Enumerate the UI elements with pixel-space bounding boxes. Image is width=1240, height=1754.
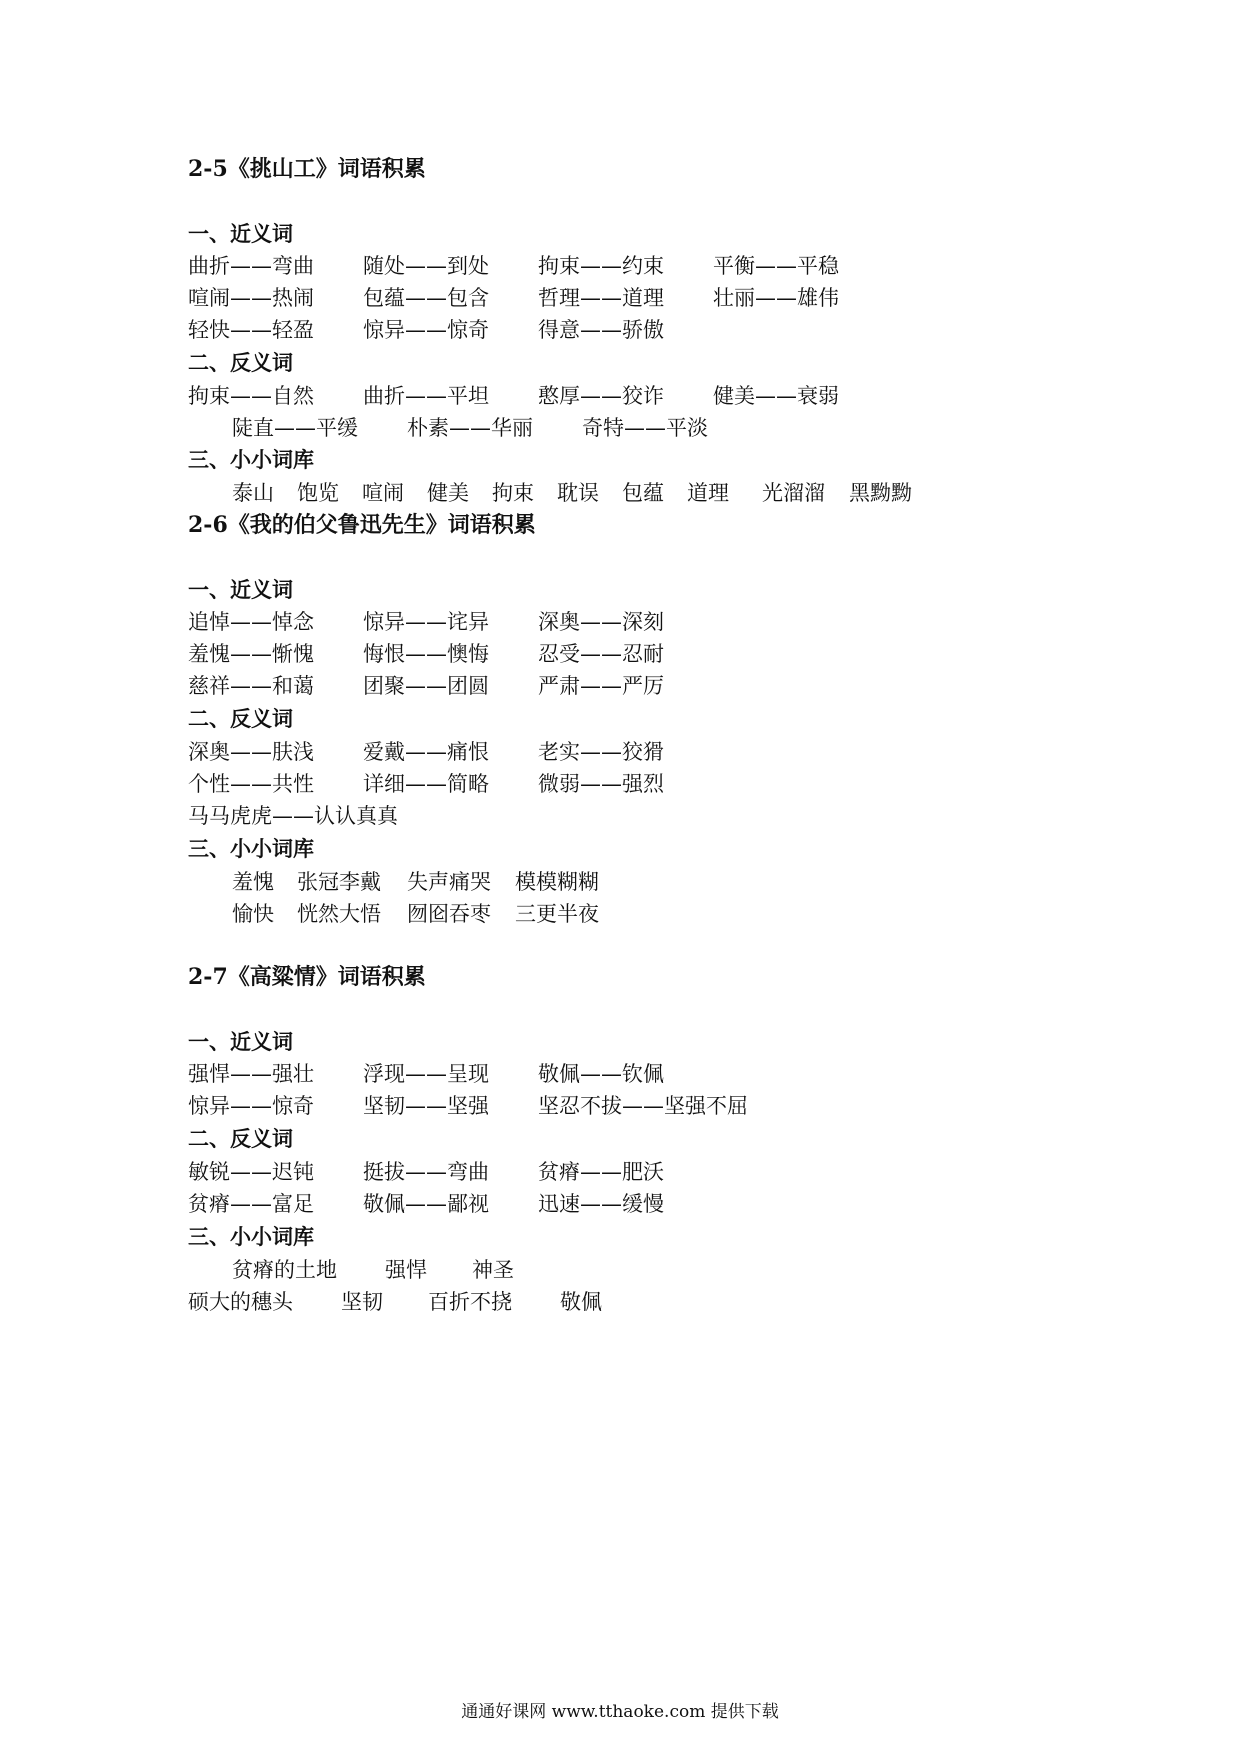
word-pair: 曲折——平坦 xyxy=(363,384,489,408)
word-pair: 追悼——悼念 xyxy=(188,610,314,634)
vocab-word: 坚韧 xyxy=(341,1290,383,1314)
vocab-word: 健美 xyxy=(427,481,469,505)
vocab-word: 光溜溜 xyxy=(762,481,825,505)
vocab-word: 强悍 xyxy=(385,1258,427,1282)
vocab-word: 敬佩 xyxy=(560,1290,602,1314)
word-pair: 朴素——华丽 xyxy=(407,416,533,440)
wordbank-heading: 三、小小词库 xyxy=(188,1225,314,1249)
word-pair: 敬佩——鄙视 xyxy=(363,1192,489,1216)
vocab-word: 耽误 xyxy=(557,481,599,505)
vocab-word: 包蕴 xyxy=(622,481,664,505)
section-title: 2-6《我的伯父鲁迅先生》词语积累 xyxy=(188,512,536,538)
antonyms-heading: 二、反义词 xyxy=(188,707,293,731)
vocab-word: 喧闹 xyxy=(362,481,404,505)
synonyms-heading: 一、近义词 xyxy=(188,222,293,246)
word-pair: 随处——到处 xyxy=(363,254,489,278)
word-pair: 健美——衰弱 xyxy=(713,384,839,408)
vocab-word: 张冠李戴 xyxy=(297,870,381,894)
word-pair: 羞愧——惭愧 xyxy=(188,642,314,666)
vocab-word: 硕大的穗头 xyxy=(188,1290,293,1314)
word-pair: 平衡——平稳 xyxy=(713,254,839,278)
wordbank-heading: 三、小小词库 xyxy=(188,448,314,472)
word-pair: 强悍——强壮 xyxy=(188,1062,314,1086)
vocab-word: 愉快 xyxy=(232,902,274,926)
word-pair: 微弱——强烈 xyxy=(538,772,664,796)
word-pair: 老实——狡猾 xyxy=(538,740,664,764)
word-pair: 惊异——诧异 xyxy=(363,610,489,634)
word-pair: 惊异——惊奇 xyxy=(363,318,489,342)
word-pair: 陡直——平缓 xyxy=(232,416,358,440)
vocab-word: 神圣 xyxy=(472,1258,514,1282)
word-pair: 憨厚——狡诈 xyxy=(538,384,664,408)
word-pair: 马马虎虎——认认真真 xyxy=(188,804,398,828)
synonyms-heading: 一、近义词 xyxy=(188,578,293,602)
word-pair: 拘束——自然 xyxy=(188,384,314,408)
word-pair: 壮丽——雄伟 xyxy=(713,286,839,310)
word-pair: 轻快——轻盈 xyxy=(188,318,314,342)
word-pair: 浮现——呈现 xyxy=(363,1062,489,1086)
vocab-word: 拘束 xyxy=(492,481,534,505)
word-pair: 严肃——严厉 xyxy=(538,674,664,698)
word-pair: 悔恨——懊悔 xyxy=(363,642,489,666)
word-pair: 喧闹——热闹 xyxy=(188,286,314,310)
word-pair: 奇特——平淡 xyxy=(582,416,708,440)
word-pair: 个性——共性 xyxy=(188,772,314,796)
word-pair: 挺拔——弯曲 xyxy=(363,1160,489,1184)
vocab-word: 贫瘠的土地 xyxy=(232,1258,337,1282)
vocab-word: 泰山 xyxy=(232,481,274,505)
wordbank-heading: 三、小小词库 xyxy=(188,837,314,861)
word-pair: 团聚——团圆 xyxy=(363,674,489,698)
word-pair: 迅速——缓慢 xyxy=(538,1192,664,1216)
word-pair: 深奥——肤浅 xyxy=(188,740,314,764)
vocab-word: 三更半夜 xyxy=(515,902,599,926)
vocab-word: 黑黝黝 xyxy=(849,481,912,505)
vocab-word: 模模糊糊 xyxy=(515,870,599,894)
word-pair: 坚忍不拔——坚强不屈 xyxy=(538,1094,748,1118)
word-pair: 哲理——道理 xyxy=(538,286,664,310)
word-pair: 慈祥——和蔼 xyxy=(188,674,314,698)
word-pair: 敬佩——钦佩 xyxy=(538,1062,664,1086)
antonyms-heading: 二、反义词 xyxy=(188,1127,293,1151)
vocab-word: 恍然大悟 xyxy=(297,902,381,926)
vocab-word: 失声痛哭 xyxy=(407,870,491,894)
word-pair: 惊异——惊奇 xyxy=(188,1094,314,1118)
word-pair: 忍受——忍耐 xyxy=(538,642,664,666)
section-title: 2-5《挑山工》词语积累 xyxy=(188,156,426,182)
antonyms-heading: 二、反义词 xyxy=(188,351,293,375)
word-pair: 贫瘠——肥沃 xyxy=(538,1160,664,1184)
word-pair: 敏锐——迟钝 xyxy=(188,1160,314,1184)
word-pair: 曲折——弯曲 xyxy=(188,254,314,278)
word-pair: 详细——简略 xyxy=(363,772,489,796)
page-footer: 通通好课网 www.tthaoke.com 提供下载 xyxy=(461,1702,779,1722)
vocab-word: 道理 xyxy=(687,481,729,505)
section-title: 2-7《高粱情》词语积累 xyxy=(188,964,426,990)
word-pair: 爱戴——痛恨 xyxy=(363,740,489,764)
word-pair: 贫瘠——富足 xyxy=(188,1192,314,1216)
vocab-word: 囫囵吞枣 xyxy=(407,902,491,926)
word-pair: 包蕴——包含 xyxy=(363,286,489,310)
vocab-word: 百折不挠 xyxy=(428,1290,512,1314)
synonyms-heading: 一、近义词 xyxy=(188,1030,293,1054)
vocab-word: 饱览 xyxy=(297,481,339,505)
word-pair: 得意——骄傲 xyxy=(538,318,664,342)
vocab-word: 羞愧 xyxy=(232,870,274,894)
word-pair: 拘束——约束 xyxy=(538,254,664,278)
word-pair: 深奥——深刻 xyxy=(538,610,664,634)
word-pair: 坚韧——坚强 xyxy=(363,1094,489,1118)
